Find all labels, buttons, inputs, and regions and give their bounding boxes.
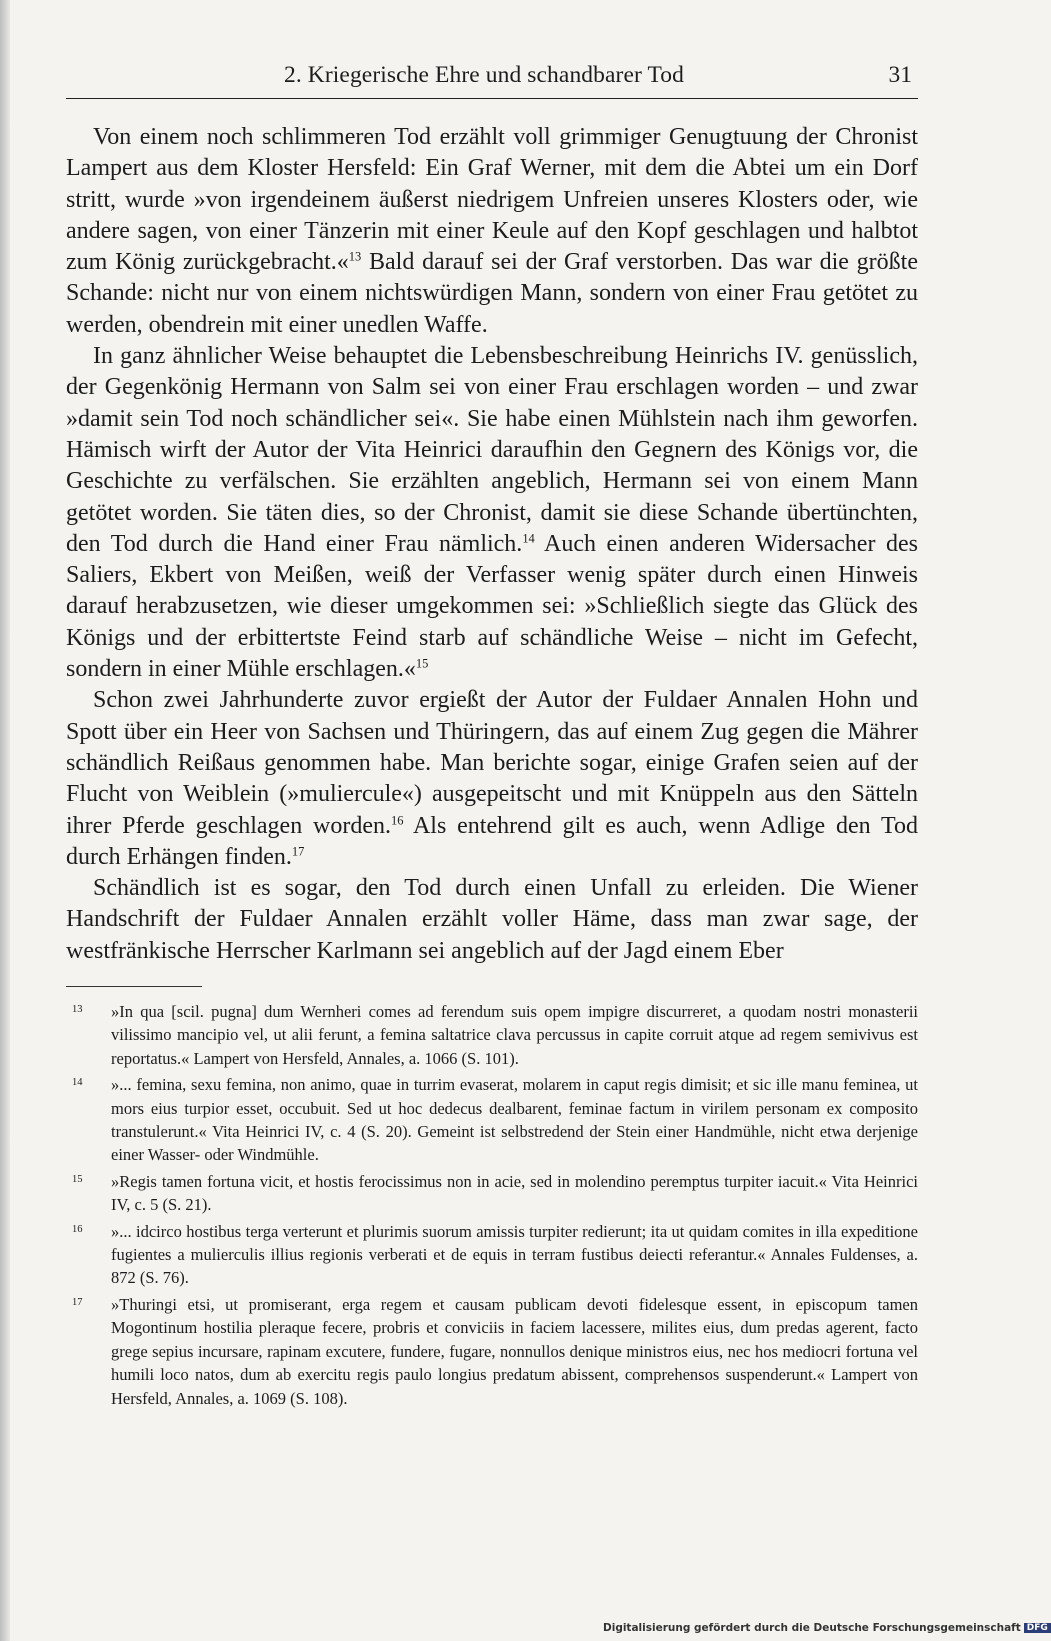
paragraph-text: Schändlich ist es sogar, den Tod durch einen Unfall zu erleiden. Die Wiener Handschrift der Fuldaer Annalen erzählt voller Häme, dass man zwar sage, der westfränkische Herrscher Karlmann sei angeblich auf der Jagd einem Eber (66, 875, 918, 964)
body-paragraph (66, 873, 918, 967)
footnote (66, 1170, 918, 1217)
digitization-stamp (603, 1622, 1051, 1634)
footnote-reference: 16 (391, 812, 404, 827)
body-paragraph (66, 685, 918, 873)
paragraph-text: In ganz ähnlicher Weise behauptet die Lebensbeschreibung Heinrichs IV. genüsslich, der Gegenkönig Hermann von Salm sei von einer Frau erschlagen worden – und zwar »damit sein Tod noch schändlicher sei«. Sie habe einen Mühlstein nach ihm geworfen. Hämisch wirft der Autor der Vita Heinrici daraufhin den Gegnern des Königs vor, die Geschichte zu verfälschen. Sie erzählten angeblich, Hermann sei von einem Mann getötet worden. Sie täten dies, so der Chronist, damit sie diese Schande übertünchten, den Tod durch die Hand einer Frau nämlich. (66, 343, 918, 557)
footnote (66, 1293, 918, 1410)
digitization-note: Digitalisierung gefördert durch die Deutsche Forschungsgemeinschaft (603, 1622, 1021, 1634)
footnote-number: 17 (72, 1296, 83, 1308)
dfg-logo-icon: DFG (1024, 1623, 1051, 1633)
footnote-number: 15 (72, 1173, 83, 1185)
footnote-separator (66, 986, 202, 987)
footnote (66, 1220, 918, 1290)
footnote (66, 1073, 918, 1167)
body-text (66, 122, 918, 967)
footnote-reference: 14 (522, 531, 535, 546)
footnote-text: »... idcirco hostibus terga verterunt et plurimis suorum amissis turpiter redierunt; ita ut quidam comites in illa expeditione fugientes a mulierculis illius regionis verberati et de equis in terram fustibus deiecti referantur.« Annales Fuldenses, a. 872 (S. 76). (111, 1221, 918, 1288)
footnote-text: »Regis tamen fortuna vicit, et hostis ferocissimus non in acie, sed in molendino peremptus turpiter iacuit.« Vita Heinrici IV, c. 5 (S. 21). (111, 1171, 918, 1215)
footnote-reference: 15 (415, 656, 429, 671)
footnotes (66, 1000, 918, 1413)
footnote-number: 13 (72, 1004, 83, 1015)
footnote-text: »... femina, sexu femina, non animo, quae in turrim evaserat, molarem in caput regis dimisit; et sic ille manu feminea, ut mors eius turpior esset, occubuit. Sed ut hoc dedecus dealbarent, feminae factum in virilem personam ex composito transtulerunt.« Vita Heinrici IV, c. 4 (S. 20). Gemeint ist selbstredend der Stein einer Handmühle, nicht etwa derjenige einer Wasser- oder Windmühle. (111, 1075, 918, 1165)
footnote (66, 1000, 918, 1070)
footnote-number: 16 (72, 1223, 83, 1235)
page-number: 31 (888, 62, 912, 88)
running-title: 2. Kriegerische Ehre und schandbarer Tod (284, 62, 684, 88)
footnote-number: 14 (72, 1077, 83, 1089)
body-paragraph (66, 122, 918, 341)
paragraph-text: Auch einen anderen Widersacher des Saliers, Ekbert von Meißen, weiß der Verfasser wenig später durch einen Hinweis darauf herabzusetzen, wie dieser umgekommen sei: »Schließlich siegte das Glück des Königs und der erbittertste Feind starb auf schändliche Weise – nicht im Gefecht, sondern in einer Mühle erschlagen.« (66, 530, 918, 683)
footnote-reference: 17 (291, 844, 305, 859)
page-edge-shadow (0, 0, 10, 1641)
paragraph-text: Als entehrend gilt es auch, wenn Adlige den Tod durch Erhängen finden. (66, 812, 918, 870)
paragraph-text: Schon zwei Jahrhunderte zuvor ergießt der Autor der Fuldaer Annalen Hohn und Spott über ein Heer von Sachsen und Thüringern, das auf einem Zug gegen die Mährer schändlich Reißaus genommen habe. Man berichte sogar, einige Grafen seien auf der Flucht von Weiblein (»muliercule«) ausgepeitscht und mit Knüppeln aus den Sätteln ihrer Pferde geschlagen worden. (66, 687, 918, 839)
paragraph-text: Bald darauf sei der Graf verstorben. Das war die größte Schande: nicht nur von einem nichtswürdigen Mann, sondern von einer Frau getötet zu werden, obendrein mit einer unedlen Waffe. (66, 249, 918, 338)
footnote-text: »In qua [scil. pugna] dum Wernheri comes ad ferendum suis opem impigre discurreret, a quodam nostri monasterii vilissimo mancipio vel, ut alii ferunt, a femina saltatrice clava percussus in capite corruit atque ad regem semivivus est reportatus.« Lampert von Hersfeld, Annales, a. 1066 (S. 101). (111, 1002, 918, 1068)
running-header (66, 58, 918, 99)
paragraph-text: Von einem noch schlimmeren Tod erzählt voll grimmiger Genugtuung der Chronist Lampert aus dem Kloster Hersfeld: Ein Graf Werner, mit dem die Abtei um ein Dorf stritt, wurde »von irgendeinem äußerst niedrigem Unfreien unseres Klosters oder, wie andere sagen, von einer Tänzerin mit einer Keule auf den Kopf geschlagen und halbtot zum König zurückgebracht.« (66, 124, 918, 276)
footnote-reference: 13 (348, 249, 362, 264)
body-paragraph (66, 341, 918, 685)
footnote-text: »Thuringi etsi, ut promiserant, erga regem et causam publicam devoti fidelesque essent, in episcopum tamen Mogontinum hostilia pleraque fecere, probris et conviciis in faciem lacessere, milites eius, dum predas agerent, facto grege sepius incursare, rapinam excutere, fundere, fugare, nonnullos denique ministros eius, nec hos mediocri fortuna vel humili loco natos, dum ab exercitu regis paulo longius predatum abissent, comprehensos suspenderunt.« Lampert von Hersfeld, Annales, a. 1069 (S. 108). (111, 1294, 918, 1408)
